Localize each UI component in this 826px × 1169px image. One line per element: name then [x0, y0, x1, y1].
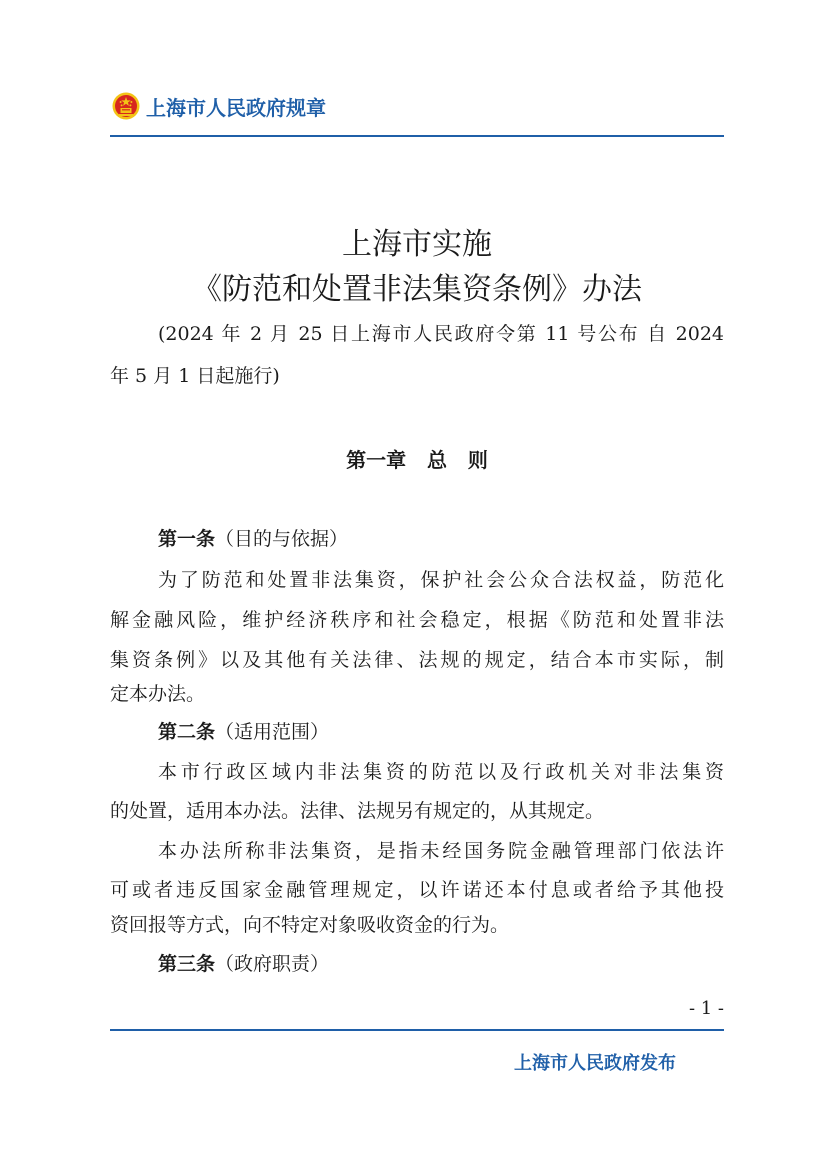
article-2-line-1: 本市行政区域内非法集资的防范以及行政机关对非法集资 — [158, 761, 724, 783]
issued-note-line-1: (2024 年 2 月 25 日上海市人民政府令第 11 号公布 自 2024 — [158, 323, 724, 345]
document-title-line-1: 上海市实施 — [342, 227, 492, 262]
header-title: 上海市人民政府规章 — [146, 96, 326, 120]
article-1-subject: （目的与依据） — [215, 528, 349, 550]
article-2-line-5: 资回报等方式，向不特定对象吸收资金的行为。 — [110, 914, 510, 936]
article-2-subject: （适用范围） — [215, 721, 330, 743]
article-1-heading-row — [158, 527, 348, 551]
national-emblem-icon — [112, 92, 140, 120]
document-title-line-2: 《防范和处置非法集资条例》办法 — [192, 272, 642, 307]
page-header — [110, 90, 724, 124]
article-3-heading: 第三条 — [158, 953, 216, 975]
article-3-subject: （政府职责） — [215, 953, 330, 975]
header-divider — [110, 135, 724, 137]
article-1-line-3: 集资条例》以及其他有关法律、法规的规定，结合本市实际，制 — [110, 649, 724, 671]
article-1-line-1: 为了防范和处置非法集资，保护社会公众合法权益，防范化 — [158, 569, 724, 591]
article-1-line-4: 定本办法。 — [110, 683, 206, 705]
article-2-heading-row — [158, 720, 329, 744]
article-1-heading: 第一条 — [158, 528, 216, 550]
article-2-line-4: 可或者违反国家金融管理规定，以许诺还本付息或者给予其他投 — [110, 879, 724, 901]
footer-publisher: 上海市人民政府发布 — [514, 1053, 676, 1074]
issued-note-line-2: 年 5 月 1 日起施行) — [110, 365, 280, 387]
footer-divider — [110, 1029, 724, 1031]
article-1-line-2: 解金融风险，维护经济秩序和社会稳定，根据《防范和处置非法 — [110, 609, 724, 631]
article-3-heading-row — [158, 952, 329, 976]
page-number: - 1 - — [688, 998, 724, 1019]
article-2-heading: 第二条 — [158, 721, 216, 743]
chapter-heading: 第一章 总 则 — [346, 448, 488, 472]
article-2-line-3: 本办法所称非法集资，是指未经国务院金融管理部门依法许 — [158, 840, 724, 862]
article-2-line-2: 的处置，适用本办法。法律、法规另有规定的，从其规定。 — [110, 800, 605, 822]
